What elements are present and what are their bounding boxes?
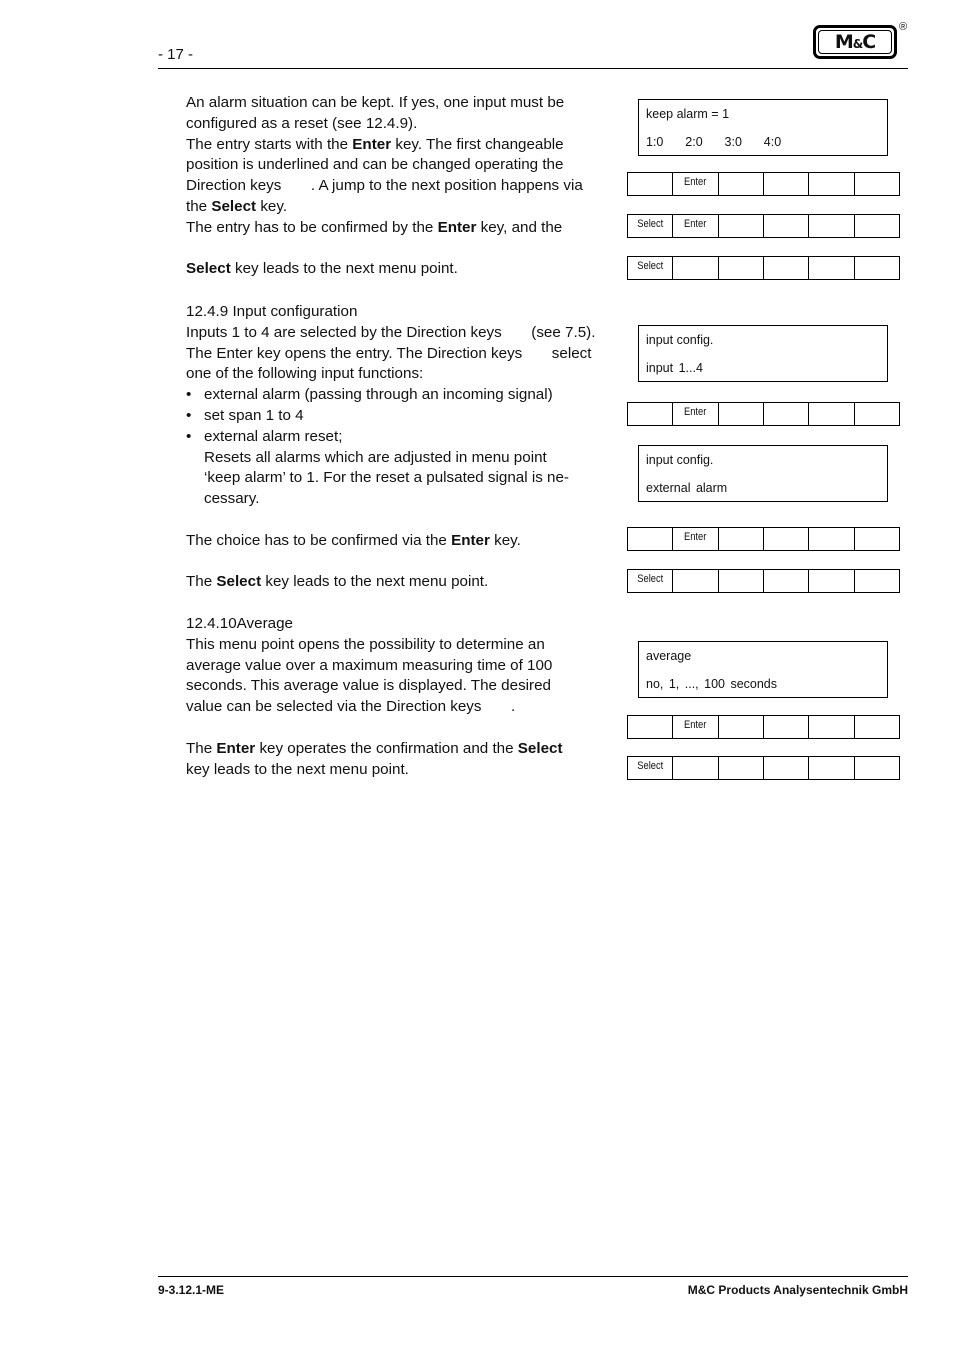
key-blank	[855, 257, 899, 279]
key-row	[627, 402, 900, 426]
key-blank	[764, 528, 809, 550]
key-blank	[673, 257, 718, 279]
key-blank	[628, 403, 673, 425]
input-config-text	[186, 302, 616, 593]
document-id: 9-3.12.1-ME	[158, 1283, 225, 1297]
display-external-alarm	[638, 445, 888, 502]
key-blank	[855, 215, 899, 237]
key-blank	[628, 716, 673, 738]
key-blank	[719, 215, 764, 237]
display-line-2: 1:0 2:0 3:0 4:0	[646, 135, 782, 149]
section-heading: 12.4.10Average	[186, 615, 293, 632]
key-blank	[719, 403, 764, 425]
page-number: - 17 -	[158, 46, 194, 63]
enter-key[interactable]: Enter	[673, 173, 718, 195]
keep-alarm-text	[186, 93, 616, 280]
key-blank	[855, 570, 899, 592]
average-text	[186, 614, 616, 780]
key-blank	[855, 403, 899, 425]
key-blank	[764, 570, 809, 592]
key-blank	[719, 257, 764, 279]
key-blank	[764, 215, 809, 237]
text-line: average value over a maximum measuring time of 100	[186, 656, 553, 674]
enter-key[interactable]: Enter	[673, 403, 718, 425]
logo-ampersand: &	[852, 37, 863, 51]
key-blank	[855, 757, 899, 779]
key-blank	[764, 757, 809, 779]
key-blank	[809, 528, 854, 550]
text-line: one of the following input functions:	[186, 365, 424, 383]
text-line: the Select key.	[186, 197, 288, 215]
display-line-1: keep alarm = 1	[646, 107, 730, 121]
display-line-1: average	[646, 649, 692, 663]
text-line: Select key leads to the next menu point.	[186, 260, 458, 278]
key-blank	[809, 757, 854, 779]
text-line: cessary.	[204, 490, 260, 508]
text-line: Resets all alarms which are adjusted in menu point	[204, 448, 547, 466]
key-blank	[764, 173, 809, 195]
key-row	[627, 569, 900, 593]
key-row	[627, 756, 900, 780]
display-line-1: input config.	[646, 453, 714, 467]
key-blank	[719, 173, 764, 195]
text-line: position is underlined and can be changed operating the	[186, 156, 564, 174]
bullet-item: • external alarm (passing through an incoming signal)	[186, 385, 616, 406]
logo-letter-c: C	[862, 31, 876, 53]
text-line: The Select key leads to the next menu point.	[186, 573, 489, 591]
footer-rule	[158, 1276, 908, 1277]
enter-key[interactable]: Enter	[673, 716, 718, 738]
header-rule	[158, 68, 908, 69]
key-blank	[764, 257, 809, 279]
text-line: seconds. This average value is displayed. The desired	[186, 677, 551, 695]
bullet-item: • external alarm reset;	[186, 427, 616, 448]
key-blank	[719, 528, 764, 550]
text-line: Inputs 1 to 4 are selected by the Direction keys (see 7.5).	[186, 323, 596, 341]
key-blank	[764, 403, 809, 425]
key-blank	[809, 173, 854, 195]
key-blank	[809, 570, 854, 592]
logo-mark	[818, 30, 892, 54]
bullet-item: • set span 1 to 4	[186, 406, 616, 427]
text-line: The entry has to be confirmed by the Enter key, and the	[186, 218, 563, 236]
key-blank	[809, 257, 854, 279]
registered-mark: ®	[899, 21, 908, 33]
section-heading: 12.4.9 Input configuration	[186, 303, 358, 320]
select-key[interactable]: Select	[628, 215, 673, 237]
display-input-config	[638, 325, 888, 382]
enter-key[interactable]: Enter	[673, 528, 718, 550]
key-blank	[673, 570, 718, 592]
logo-letter-m: M	[834, 31, 853, 53]
key-blank	[628, 173, 673, 195]
key-blank	[719, 716, 764, 738]
select-key[interactable]: Select	[628, 257, 673, 279]
text-line: value can be selected via the Direction keys .	[186, 698, 516, 716]
key-row	[627, 715, 900, 739]
key-blank	[809, 215, 854, 237]
key-blank	[673, 757, 718, 779]
display-average	[638, 641, 888, 698]
enter-key[interactable]: Enter	[673, 215, 718, 237]
key-blank	[809, 716, 854, 738]
text-line: The Enter key operates the confirmation and the Select	[186, 739, 563, 757]
company-logo	[813, 25, 897, 59]
text-line: configured as a reset (see 12.4.9).	[186, 114, 418, 132]
text-line: Direction keys . A jump to the next position happens via	[186, 177, 583, 195]
display-line-2: input 1...4	[646, 361, 703, 375]
key-blank	[719, 757, 764, 779]
display-line-2: no, 1, ..., 100 seconds	[646, 677, 777, 691]
text-line: The Enter key opens the entry. The Direction keys select	[186, 344, 592, 362]
key-blank	[628, 528, 673, 550]
key-row	[627, 527, 900, 551]
key-blank	[809, 403, 854, 425]
text-line: ‘keep alarm’ to 1. For the reset a pulsated signal is ne-	[204, 469, 569, 487]
text-line: key leads to the next menu point.	[186, 760, 409, 778]
key-row	[627, 214, 900, 238]
key-row	[627, 172, 900, 196]
select-key[interactable]: Select	[628, 757, 673, 779]
text-line: This menu point opens the possibility to determine an	[186, 635, 545, 653]
text-line: The entry starts with the Enter key. The first changeable	[186, 135, 564, 153]
key-blank	[719, 570, 764, 592]
display-line-2: external alarm	[646, 481, 728, 495]
text-line: An alarm situation can be kept. If yes, one input must be	[186, 94, 565, 111]
text-line: The choice has to be confirmed via the Enter key.	[186, 531, 521, 549]
key-row	[627, 256, 900, 280]
select-key[interactable]: Select	[628, 570, 673, 592]
key-blank	[764, 716, 809, 738]
key-blank	[855, 173, 899, 195]
display-line-1: input config.	[646, 333, 714, 347]
company-name: M&C Products Analysentechnik GmbH	[687, 1283, 908, 1297]
key-blank	[855, 716, 899, 738]
display-keep-alarm	[638, 99, 888, 156]
key-blank	[855, 528, 899, 550]
